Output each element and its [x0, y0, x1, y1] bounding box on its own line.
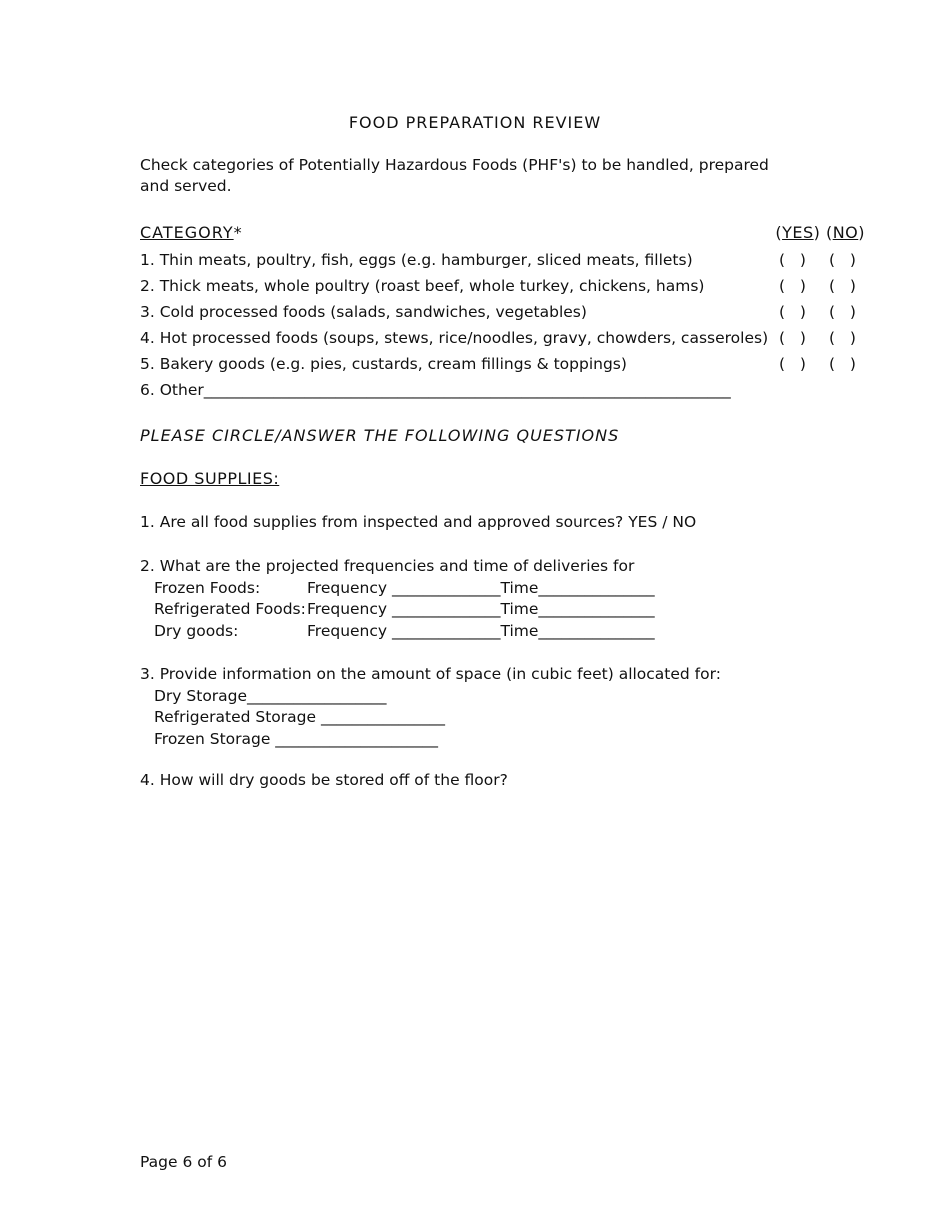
category-row	[140, 250, 865, 276]
category-row	[140, 354, 865, 380]
category-row	[140, 328, 865, 354]
storage-field-refrigerated[interactable]: Refrigerated Storage ________________	[154, 708, 445, 726]
no-checkbox[interactable]: ( )	[829, 355, 856, 373]
category-row	[140, 276, 865, 302]
yes-checkbox[interactable]: ( )	[779, 329, 806, 347]
other-category-field[interactable]: 6. Other____________________________________________________________________	[140, 381, 731, 399]
category-text: 2. Thick meats, whole poultry (roast beef, whole turkey, chickens, hams)	[140, 277, 705, 295]
delivery-row-refrigerated	[140, 599, 655, 621]
intro-text: Check categories of Potentially Hazardous Foods (PHF's) to be handled, prepared and served.	[140, 156, 769, 195]
category-text: 3. Cold processed foods (salads, sandwiches, vegetables)	[140, 303, 587, 321]
delivery-fields[interactable]: Frequency ______________Time_______________	[307, 578, 655, 597]
question-3-text: 3. Provide information on the amount of space (in cubic feet) allocated for:	[140, 665, 721, 683]
section-title-food-supplies: FOOD SUPPLIES:	[140, 469, 280, 488]
question-2-text: 2. What are the projected frequencies and time of deliveries for	[140, 557, 635, 575]
delivery-fields[interactable]: Frequency ______________Time_______________	[307, 600, 655, 618]
category-header	[140, 223, 865, 247]
storage-field-frozen[interactable]: Frozen Storage _____________________	[154, 729, 439, 748]
delivery-label: Refrigerated Foods:	[154, 600, 306, 618]
category-text: 4. Hot processed foods (soups, stews, rice/noodles, gravy, chowders, casseroles)	[140, 329, 769, 347]
no-header: NO	[832, 223, 859, 242]
yes-checkbox[interactable]: ( )	[779, 355, 806, 373]
yes-header: YES	[782, 223, 814, 242]
category-row	[140, 302, 865, 328]
page-number: Page 6 of 6	[140, 1153, 227, 1171]
document-page	[140, 0, 870, 1230]
category-list	[140, 250, 865, 380]
question-2	[140, 556, 655, 642]
delivery-label: Frozen Foods:	[154, 578, 261, 597]
instruction-heading: PLEASE CIRCLE/ANSWER THE FOLLOWING QUESTIONS	[140, 426, 620, 445]
delivery-row-frozen	[140, 578, 655, 600]
question-1[interactable]: 1. Are all food supplies from inspected and approved sources? YES / NO	[140, 513, 697, 531]
yes-checkbox[interactable]: ( )	[779, 277, 806, 295]
delivery-fields[interactable]: Frequency ______________Time_______________	[307, 621, 655, 640]
no-checkbox[interactable]: ( )	[829, 329, 856, 347]
no-checkbox[interactable]: ( )	[829, 251, 856, 269]
category-asterisk: *	[233, 223, 243, 242]
yes-no-header: (YES) (NO)	[775, 223, 865, 242]
yes-checkbox[interactable]: ( )	[779, 303, 806, 321]
category-label: CATEGORY	[140, 223, 234, 242]
yes-checkbox[interactable]: ( )	[779, 251, 806, 269]
no-checkbox[interactable]: ( )	[829, 277, 856, 295]
category-text: 1. Thin meats, poultry, fish, eggs (e.g. hamburger, sliced meats, fillets)	[140, 251, 693, 269]
category-text: 5. Bakery goods (e.g. pies, custards, cream fillings & toppings)	[140, 355, 627, 373]
question-3	[140, 664, 721, 750]
storage-field-dry[interactable]: Dry Storage__________________	[154, 686, 387, 705]
delivery-label: Dry goods:	[154, 621, 239, 640]
page-title: FOOD PREPARATION REVIEW	[348, 113, 602, 132]
delivery-row-dry	[140, 621, 655, 643]
question-4: 4. How will dry goods be stored off of the floor?	[140, 771, 508, 789]
no-checkbox[interactable]: ( )	[829, 303, 856, 321]
